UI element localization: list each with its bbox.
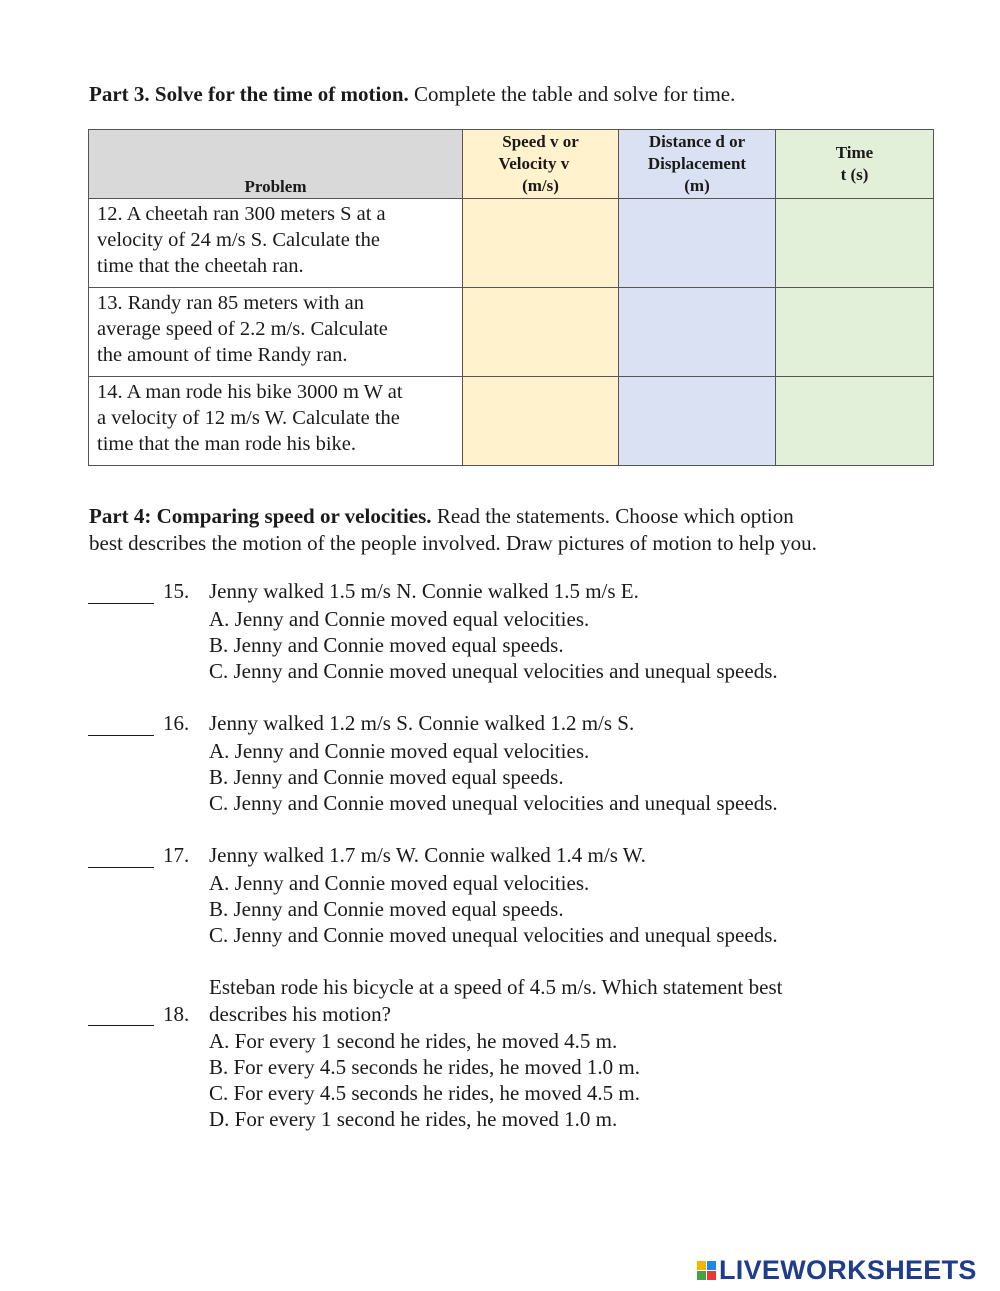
part4-title: Part 4: Comparing speed or velocities. xyxy=(89,504,432,528)
answer-distance-13[interactable] xyxy=(619,288,776,377)
header-speed: Speed v or Velocity v⃗ (m/s) xyxy=(463,130,619,199)
answer-time-14[interactable] xyxy=(776,377,934,466)
problem-12: 12. A cheetah ran 300 meters S at a velocity of 24 m/s S. Calculate the time that the cheetah ran. xyxy=(89,199,463,288)
option-a: A. For every 1 second he rides, he moved 4.5 m. xyxy=(209,1029,618,1053)
table-row xyxy=(89,199,934,288)
option-c: C. For every 4.5 seconds he rides, he moved 4.5 m. xyxy=(209,1081,641,1105)
question-text: Jenny walked 1.7 m/s W. Connie walked 1.4 m/s W. xyxy=(209,843,646,867)
problem-13: 13. Randy ran 85 meters with an average speed of 2.2 m/s. Calculate the amount of time Randy ran. xyxy=(89,288,463,377)
table-row xyxy=(89,288,934,377)
part3-instruction: Complete the table and solve for time. xyxy=(414,82,736,106)
part3-heading xyxy=(89,82,735,107)
answer-blank-17[interactable] xyxy=(88,848,154,868)
option-c: C. Jenny and Connie moved unequal velocities and unequal speeds. xyxy=(209,923,778,947)
answer-time-12[interactable] xyxy=(776,199,934,288)
option-b: B. Jenny and Connie moved equal speeds. xyxy=(209,765,564,789)
question-text: Jenny walked 1.5 m/s N. Connie walked 1.5 m/s E. xyxy=(209,579,639,603)
option-a: A. Jenny and Connie moved equal velocities. xyxy=(209,607,590,631)
question-number: 15. xyxy=(163,579,190,603)
logo-text: LIVEWORKSHEETS xyxy=(719,1254,977,1285)
option-c: C. Jenny and Connie moved unequal velocities and unequal speeds. xyxy=(209,791,778,815)
problem-14: 14. A man rode his bike 3000 m W at a velocity of 12 m/s W. Calculate the time that the man rode his bike. xyxy=(89,377,463,466)
liveworksheets-logo xyxy=(697,1255,977,1285)
question-number: 18. xyxy=(163,1002,190,1026)
part3-title: Part 3. Solve for the time of motion. xyxy=(89,82,409,106)
table-row xyxy=(89,377,934,466)
answer-blank-15[interactable] xyxy=(88,584,154,604)
table-header-row xyxy=(89,130,934,199)
question-text: Jenny walked 1.2 m/s S. Connie walked 1.2 m/s S. xyxy=(209,711,635,735)
answer-distance-14[interactable] xyxy=(619,377,776,466)
option-b: B. Jenny and Connie moved equal speeds. xyxy=(209,633,564,657)
answer-distance-12[interactable] xyxy=(619,199,776,288)
answer-speed-12[interactable] xyxy=(463,199,619,288)
answer-speed-13[interactable] xyxy=(463,288,619,377)
option-b: B. Jenny and Connie moved equal speeds. xyxy=(209,897,564,921)
answer-speed-14[interactable] xyxy=(463,377,619,466)
question-number: 16. xyxy=(163,711,190,735)
logo-mark-icon xyxy=(697,1261,716,1280)
part4-heading xyxy=(89,503,939,557)
option-b: B. For every 4.5 seconds he rides, he moved 1.0 m. xyxy=(209,1055,641,1079)
answer-blank-16[interactable] xyxy=(88,716,154,736)
header-time: Time t (s) xyxy=(776,130,934,199)
option-a: A. Jenny and Connie moved equal velocities. xyxy=(209,871,590,895)
answer-time-13[interactable] xyxy=(776,288,934,377)
part4-instruction-1: Read the statements. Choose which option xyxy=(436,504,794,528)
time-table xyxy=(88,129,934,466)
option-a: A. Jenny and Connie moved equal velocities. xyxy=(209,739,590,763)
question-text-2: describes his motion? xyxy=(209,1002,391,1026)
option-c: C. Jenny and Connie moved unequal velocities and unequal speeds. xyxy=(209,659,778,683)
header-distance: Distance d or Displacement (m) xyxy=(619,130,776,199)
question-number: 17. xyxy=(163,843,190,867)
question-text-1: Esteban rode his bicycle at a speed of 4.5 m/s. Which statement best xyxy=(209,975,783,999)
part4-instruction-2: best describes the motion of the people involved. Draw pictures of motion to help you. xyxy=(89,531,817,555)
header-problem: Problem xyxy=(89,130,463,199)
option-d: D. For every 1 second he rides, he moved 1.0 m. xyxy=(209,1107,618,1131)
answer-blank-18[interactable] xyxy=(88,1006,154,1026)
